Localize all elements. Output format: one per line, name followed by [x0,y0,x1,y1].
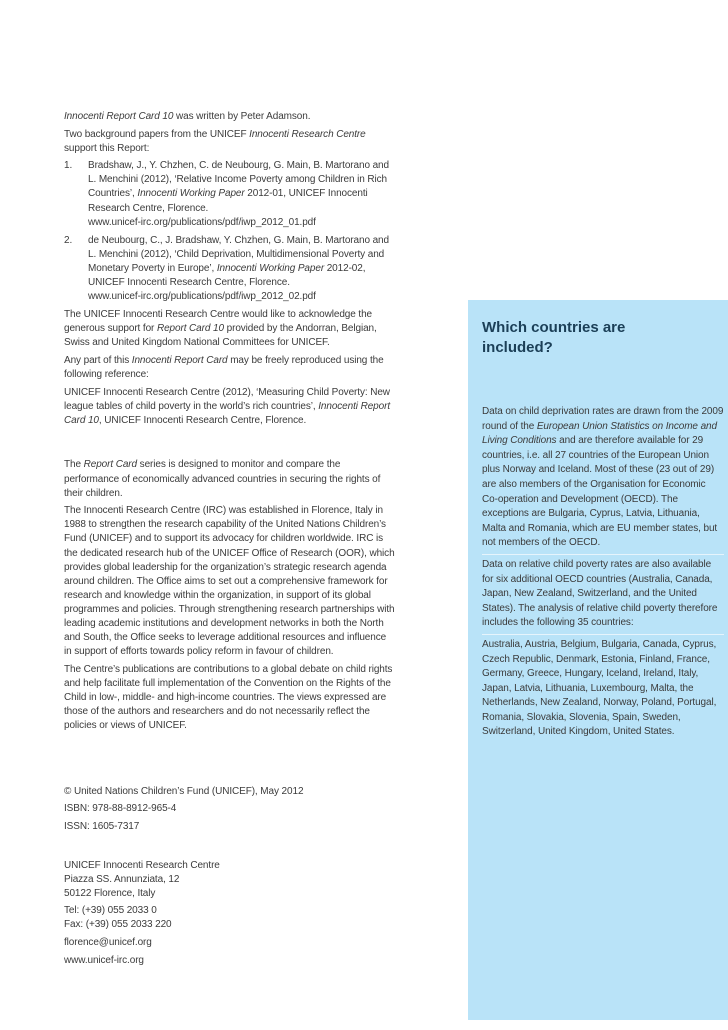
left-column [64,110,396,971]
email-link[interactable]: florence@unicef.org [64,937,152,948]
sidebar-paragraph-relative-poverty: Data on relative child poverty rates are also available for six additional OECD countries (Australia, Canada, Japan, New Zealand, Switzerland, and the United States). The analysis of relative child poverty therefore includes the following 35 countries: [482,558,718,629]
website-link[interactable]: www.unicef-irc.org [64,954,144,966]
sidebar-divider [482,554,724,555]
reference-list [64,159,396,304]
background-papers-intro: Two background papers from the UNICEF Innocenti Research Centre support this Report: [64,128,366,154]
author-credit: Innocenti Report Card 10 was written by Peter Adamson. [64,111,311,122]
telephone: Tel: (+39) 055 2033 0 [64,905,157,917]
sidebar-divider [482,634,724,635]
countries-sidebar [468,300,728,1020]
isbn: ISBN: 978-88-8912-965-4 [64,803,177,815]
address-block: UNICEF Innocenti Research Centre Piazza SS. Annunziata, 12 50122 Florence, Italy [64,859,220,899]
reference-item: 2. de Neubourg, C., J. Bradshaw, Y. Chzhen, G. Main, B. Martorano and L. Menchini (2012), ‘Child Deprivation, Multidimensional Poverty and Monetary Poverty in Europe’, Innocenti Working Paper 2012-02, UNICEF Innocenti Research Centre, Florence. www.unicef-irc.org/publications/pdf/iwp_2012_02.pdf [64,234,389,303]
sidebar-paragraph-deprivation: Data on child deprivation rates are drawn from the 2009 round of the European Union Statistics on Income and Living Conditions and are therefore available for 29 countries, i.e. all 27 countries of the European Union plus Norway and Iceland. Most of these (23 out of 29) are also members of the Organisation for Economic Co-operation and Development (OECD). The exceptions are Bulgaria, Cyprus, Latvia, Lithuania, Malta and Romania, which are EU member states, but not members of the OECD. [482,406,724,549]
series-description: The Report Card series is designed to monitor and compare the performance of economically advanced countries in securing the rights of their children. [64,459,381,499]
reference-item: 1. Bradshaw, J., Y. Chzhen, C. de Neubourg, G. Main, B. Martorano and L. Menchini (2012), ‘Relative Income Poverty among Children in Rich Countries’, Innocenti Working Paper 2012-01, UNICEF Innocenti Research Centre, Florence. www.unicef-irc.org/publications/pdf/iwp_2012_01.pdf [64,160,389,228]
sidebar-heading: Which countries are included? [482,319,626,356]
phone-block [64,904,396,932]
irc-description: The Innocenti Research Centre (IRC) was established in Florence, Italy in 1988 to strengthen the research capability of the United Nations Children’s Fund (UNICEF) and to support its advocacy for children worldwide. IRC is the dedicated research hub of the UNICEF Office of Research (OOR), which provides global leadership for the organization’s strategic research agenda around children. The Office aims to set out a comprehensive framework for research and knowledge within the organization, in support of its global programmes and policies. Through strengthening research partnerships with leading academic institutions and development networks in both the North and South, the Office seeks to leverage additional resources and influence in support of efforts towards policy reform in favour of children. [64,505,395,658]
citation: UNICEF Innocenti Research Centre (2012), ‘Measuring Child Poverty: New league tables of child poverty in the world’s rich countries’, Innocenti Report Card 10, UNICEF Innocenti Research Centre, Florence. [64,386,390,426]
acknowledgement: The UNICEF Innocenti Research Centre would like to acknowledge the generous support for Report Card 10 provided by the Andorran, Belgian, Swiss and United Kingdom National Committees for UNICEF. [64,309,377,349]
sidebar-country-list: Australia, Austria, Belgium, Bulgaria, Canada, Cyprus, Czech Republic, Denmark, Estonia, Finland, France, Germany, Greece, Hungary, Iceland, Ireland, Italy, Japan, Latvia, Lithuania, Luxembourg, Malta, the Netherlands, New Zealand, Norway, Poland, Portugal, Romania, Slovakia, Slovenia, Spain, Sweden, Switzerland, United Kingdom, United States. [482,638,717,738]
copyright: © United Nations Children’s Fund (UNICEF), May 2012 [64,785,304,797]
reference-url[interactable]: www.unicef-irc.org/publications/pdf/iwp_2012_02.pdf [88,291,316,303]
issn: ISSN: 1605-7317 [64,820,140,832]
sidebar-body [482,405,724,743]
fax: Fax: (+39) 055 2033 220 [64,919,172,931]
publications-disclaimer: The Centre’s publications are contributions to a global debate on child rights and help facilitate full implementation of the Convention on the Rights of the Child in low-, middle- and high-income countries. The views expressed are those of the authors and researchers and do not necessarily reflect the policies or views of UNICEF. [64,663,393,732]
reference-url[interactable]: www.unicef-irc.org/publications/pdf/iwp_2012_01.pdf [88,216,316,228]
reproduction-notice: Any part of this Innocenti Report Card may be freely reproduced using the following reference: [64,355,384,381]
